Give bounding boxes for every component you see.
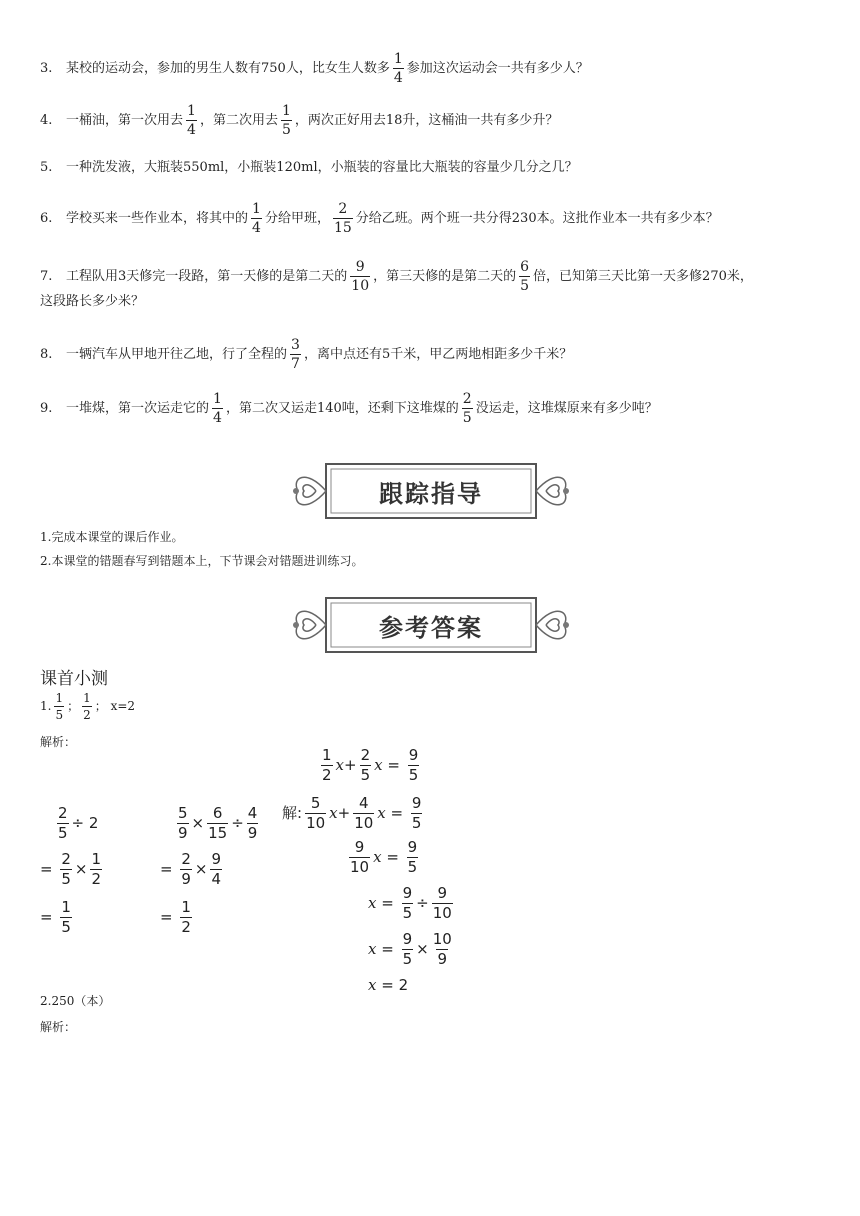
problem-number: 9. <box>40 401 53 416</box>
problem-text: 一桶油，第一次用去 <box>66 113 184 128</box>
problem-text: 某校的运动会，参加的男生人数有750人，比女生人数多 <box>66 61 390 76</box>
problem-text: ，第二次又运走140吨，还剩下这堆煤的 <box>225 401 459 416</box>
problem-text: 这段路长多少米？ <box>40 294 145 309</box>
problem-item <box>40 156 578 175</box>
problem-item <box>40 392 658 425</box>
fraction: $\frac{1}{4}$ <box>252 201 261 236</box>
separator: ； <box>94 699 107 713</box>
answer-number: 1. <box>40 699 52 713</box>
answer-2: 2.250（本） <box>40 994 111 1008</box>
problem-item <box>40 202 719 235</box>
banner-title: 参考答案 <box>379 613 483 642</box>
guide-item-2: 2.本课堂的错题春写到错题本上，下节课会对错题进训练习。 <box>40 554 364 568</box>
problem-text: 倍，已知第三天比第一天多修270米， <box>533 269 753 284</box>
fraction: $\frac{6}{5}$ <box>520 259 530 294</box>
banner-reference-answers <box>286 592 576 658</box>
problem-text: 没运走，这堆煤原来有多少吨？ <box>475 401 658 416</box>
fraction: $\frac{1}{5}$ <box>281 103 291 138</box>
analysis-label: 解析： <box>40 735 77 749</box>
problem-text: 参加这次运动会一共有多少人？ <box>406 61 589 76</box>
fraction: $\frac{1}{4}$ <box>187 103 196 138</box>
problem-item <box>40 104 558 137</box>
fraction: $\frac{9}{10}$ <box>351 259 370 294</box>
problem-item <box>40 338 572 371</box>
analysis-label: 解析： <box>40 1020 77 1034</box>
fraction: $\frac{2}{5}$ <box>462 391 472 426</box>
answer-tail: x=2 <box>110 699 136 713</box>
guide-item-1: 1.完成本课堂的课后作业。 <box>40 530 184 544</box>
problem-item <box>40 260 753 293</box>
separator: ； <box>67 699 80 713</box>
problem-text: ，第二次用去 <box>199 113 278 128</box>
section-title: 课首小测 <box>40 669 108 689</box>
problem-text: 一堆煤，第一次运走它的 <box>66 401 210 416</box>
problem-number: 3. <box>40 61 53 76</box>
fraction: $\frac{2}{15}$ <box>333 201 352 236</box>
fraction: $\frac{1}{5}$ <box>55 691 64 722</box>
problem-text: 一种洗发液，大瓶装550ml，小瓶装120ml，小瓶装的容量比大瓶装的容量少几分之几？ <box>66 160 578 175</box>
answer-1 <box>40 692 135 721</box>
problem-number: 6. <box>40 211 53 226</box>
banner-tracking-guidance <box>286 458 576 524</box>
fraction: $\frac{1}{4}$ <box>213 391 222 426</box>
fraction: $\frac{1}{2}$ <box>83 691 91 722</box>
problem-continuation <box>40 290 144 309</box>
fraction: $\frac{1}{4}$ <box>393 51 403 86</box>
problem-item <box>40 52 589 85</box>
problem-text: ，离中点还有5千米，甲乙两地相距多少千米？ <box>303 347 573 362</box>
problem-text: ，两次正好用去18升，这桶油一共有多少升？ <box>294 113 559 128</box>
fraction: $\frac{3}{7}$ <box>291 337 300 372</box>
problem-number: 7. <box>40 269 53 284</box>
problem-text: 学校买来一些作业本，将其中的 <box>66 211 249 226</box>
problem-text: 分给甲班， <box>264 211 330 226</box>
problem-number: 5. <box>40 160 53 175</box>
problem-number: 4. <box>40 113 53 128</box>
problem-text: 工程队用3天修完一段路，第一天修的是第二天的 <box>66 269 348 284</box>
problem-text: ，第三天修的是第二天的 <box>373 269 517 284</box>
problem-number: 8. <box>40 347 53 362</box>
problem-text: 分给乙班。两个班一共分得230本。这批作业本一共有多少本？ <box>355 211 719 226</box>
banner-title: 跟踪指导 <box>379 479 483 508</box>
problem-text: 一辆汽车从甲地开往乙地，行了全程的 <box>66 347 288 362</box>
